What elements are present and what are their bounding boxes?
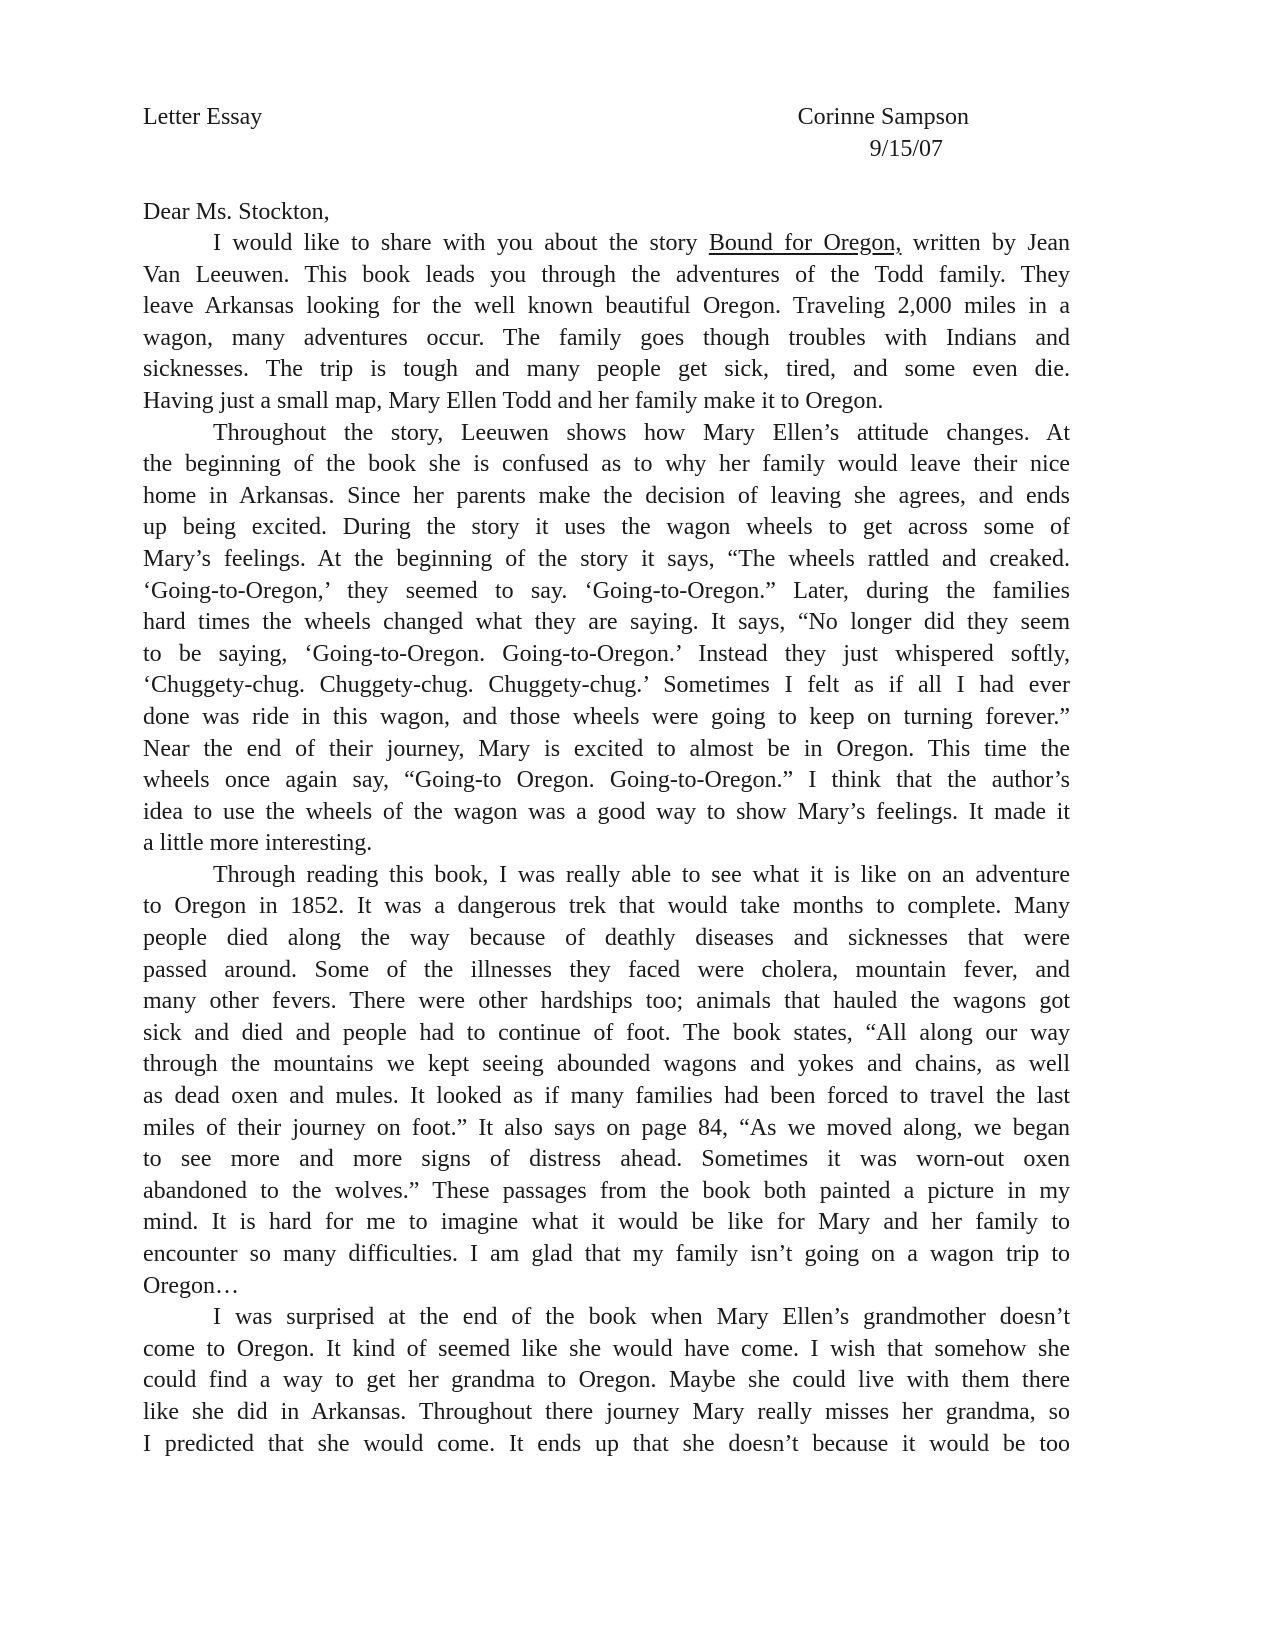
body-line: Mary’s feelings. At the beginning of the story it says, “The wheels rattled and creaked.	[143, 545, 1070, 572]
body-line: Through reading this book, I was really able to see what it is like on an adventure	[213, 861, 1070, 888]
body-line: many other fevers. There were other hardships too; animals that hauled the wagons got	[143, 988, 1070, 1015]
body-line: leave Arkansas looking for the well known beautiful Oregon. Traveling 2,000 miles in a	[143, 293, 1070, 320]
line-text-before-title: I would like to share with you about the story	[213, 230, 709, 256]
author-block	[783, 101, 969, 165]
line-text-after-title: written by Jean	[901, 230, 1071, 256]
body-line: the beginning of the book she is confused as to why her family would leave their nice	[143, 451, 1070, 478]
body-line: Near the end of their journey, Mary is excited to almost be in Oregon. This time the	[143, 735, 1070, 762]
salutation: Dear Ms. Stockton,	[143, 199, 330, 225]
letter-body	[143, 228, 1070, 1460]
essay-title: Letter Essay	[143, 104, 263, 130]
body-line: could find a way to get her grandma to Oregon. Maybe she could live with them there	[143, 1367, 1070, 1394]
body-line: sick and died and people had to continue of foot. The book states, “All along our way	[143, 1019, 1070, 1046]
body-line: people died along the way because of deathly diseases and sicknesses that were	[143, 925, 1070, 952]
body-line: idea to use the wheels of the wagon was a good way to show Mary’s feelings. It made it	[143, 798, 1070, 825]
body-line: Oregon…	[143, 1272, 239, 1299]
body-line: sicknesses. The trip is tough and many people get sick, tired, and some even die.	[143, 356, 1070, 383]
body-line: I predicted that she would come. It ends up that she doesn’t because it would be too	[143, 1430, 1070, 1457]
body-line: Having just a small map, Mary Ellen Todd and her family make it to Oregon.	[143, 387, 884, 414]
essay-date: 9/15/07	[869, 136, 943, 162]
body-line: up being excited. During the story it uses the wagon wheels to get across some of	[143, 514, 1070, 541]
body-line: to Oregon in 1852. It was a dangerous trek that would take months to complete. Many	[143, 893, 1070, 920]
author-name: Corinne Sampson	[797, 104, 969, 130]
body-line: done was ride in this wagon, and those wheels were going to keep on turning forever.”	[143, 703, 1070, 730]
body-line: Throughout the story, Leeuwen shows how Mary Ellen’s attitude changes. At	[213, 419, 1070, 446]
body-line: Van Leeuwen. This book leads you through the adventures of the Todd family. They	[143, 261, 1070, 288]
body-line: like she did in Arkansas. Throughout there journey Mary really misses her grandma, so	[143, 1398, 1070, 1425]
body-line: wheels once again say, “Going-to Oregon. Going-to-Oregon.” I think that the author’s	[143, 767, 1070, 794]
body-line: wagon, many adventures occur. The family goes though troubles with Indians and	[143, 324, 1070, 351]
book-title: Bound for Oregon,	[708, 230, 902, 256]
body-line: passed around. Some of the illnesses they faced were cholera, mountain fever, and	[143, 956, 1070, 983]
body-line: miles of their journey on foot.” It also says on page 84, “As we moved along, we began	[143, 1114, 1070, 1141]
body-line: home in Arkansas. Since her parents make the decision of leaving she agrees, and ends	[143, 482, 1070, 509]
body-line: mind. It is hard for me to imagine what it would be like for Mary and her family to	[143, 1209, 1070, 1236]
body-line: ‘Going-to-Oregon,’ they seemed to say. ‘Going-to-Oregon.” Later, during the families	[143, 577, 1070, 604]
body-line: through the mountains we kept seeing abounded wagons and yokes and chains, as well	[143, 1051, 1070, 1078]
body-line: I was surprised at the end of the book when Mary Ellen’s grandmother doesn’t	[213, 1304, 1070, 1331]
body-line: abandoned to the wolves.” These passages from the book both painted a picture in my	[143, 1177, 1070, 1204]
body-line	[143, 228, 1070, 260]
body-line: to see more and more signs of distress ahead. Sometimes it was worn-out oxen	[143, 1146, 1070, 1173]
body-line: come to Oregon. It kind of seemed like she would have come. I wish that somehow she	[143, 1335, 1070, 1362]
body-line: to be saying, ‘Going-to-Oregon. Going-to-Oregon.’ Instead they just whispered softly,	[143, 640, 1070, 667]
body-line: ‘Chuggety-chug. Chuggety-chug. Chuggety-chug.’ Sometimes I felt as if all I had ever	[143, 672, 1070, 699]
body-line: a little more interesting.	[143, 830, 373, 857]
body-line: as dead oxen and mules. It looked as if many families had been forced to travel the last	[143, 1083, 1070, 1110]
body-line: hard times the wheels changed what they are saying. It says, “No longer did they seem	[143, 609, 1070, 636]
body-line: encounter so many difficulties. I am glad that my family isn’t going on a wagon trip to	[143, 1241, 1070, 1267]
